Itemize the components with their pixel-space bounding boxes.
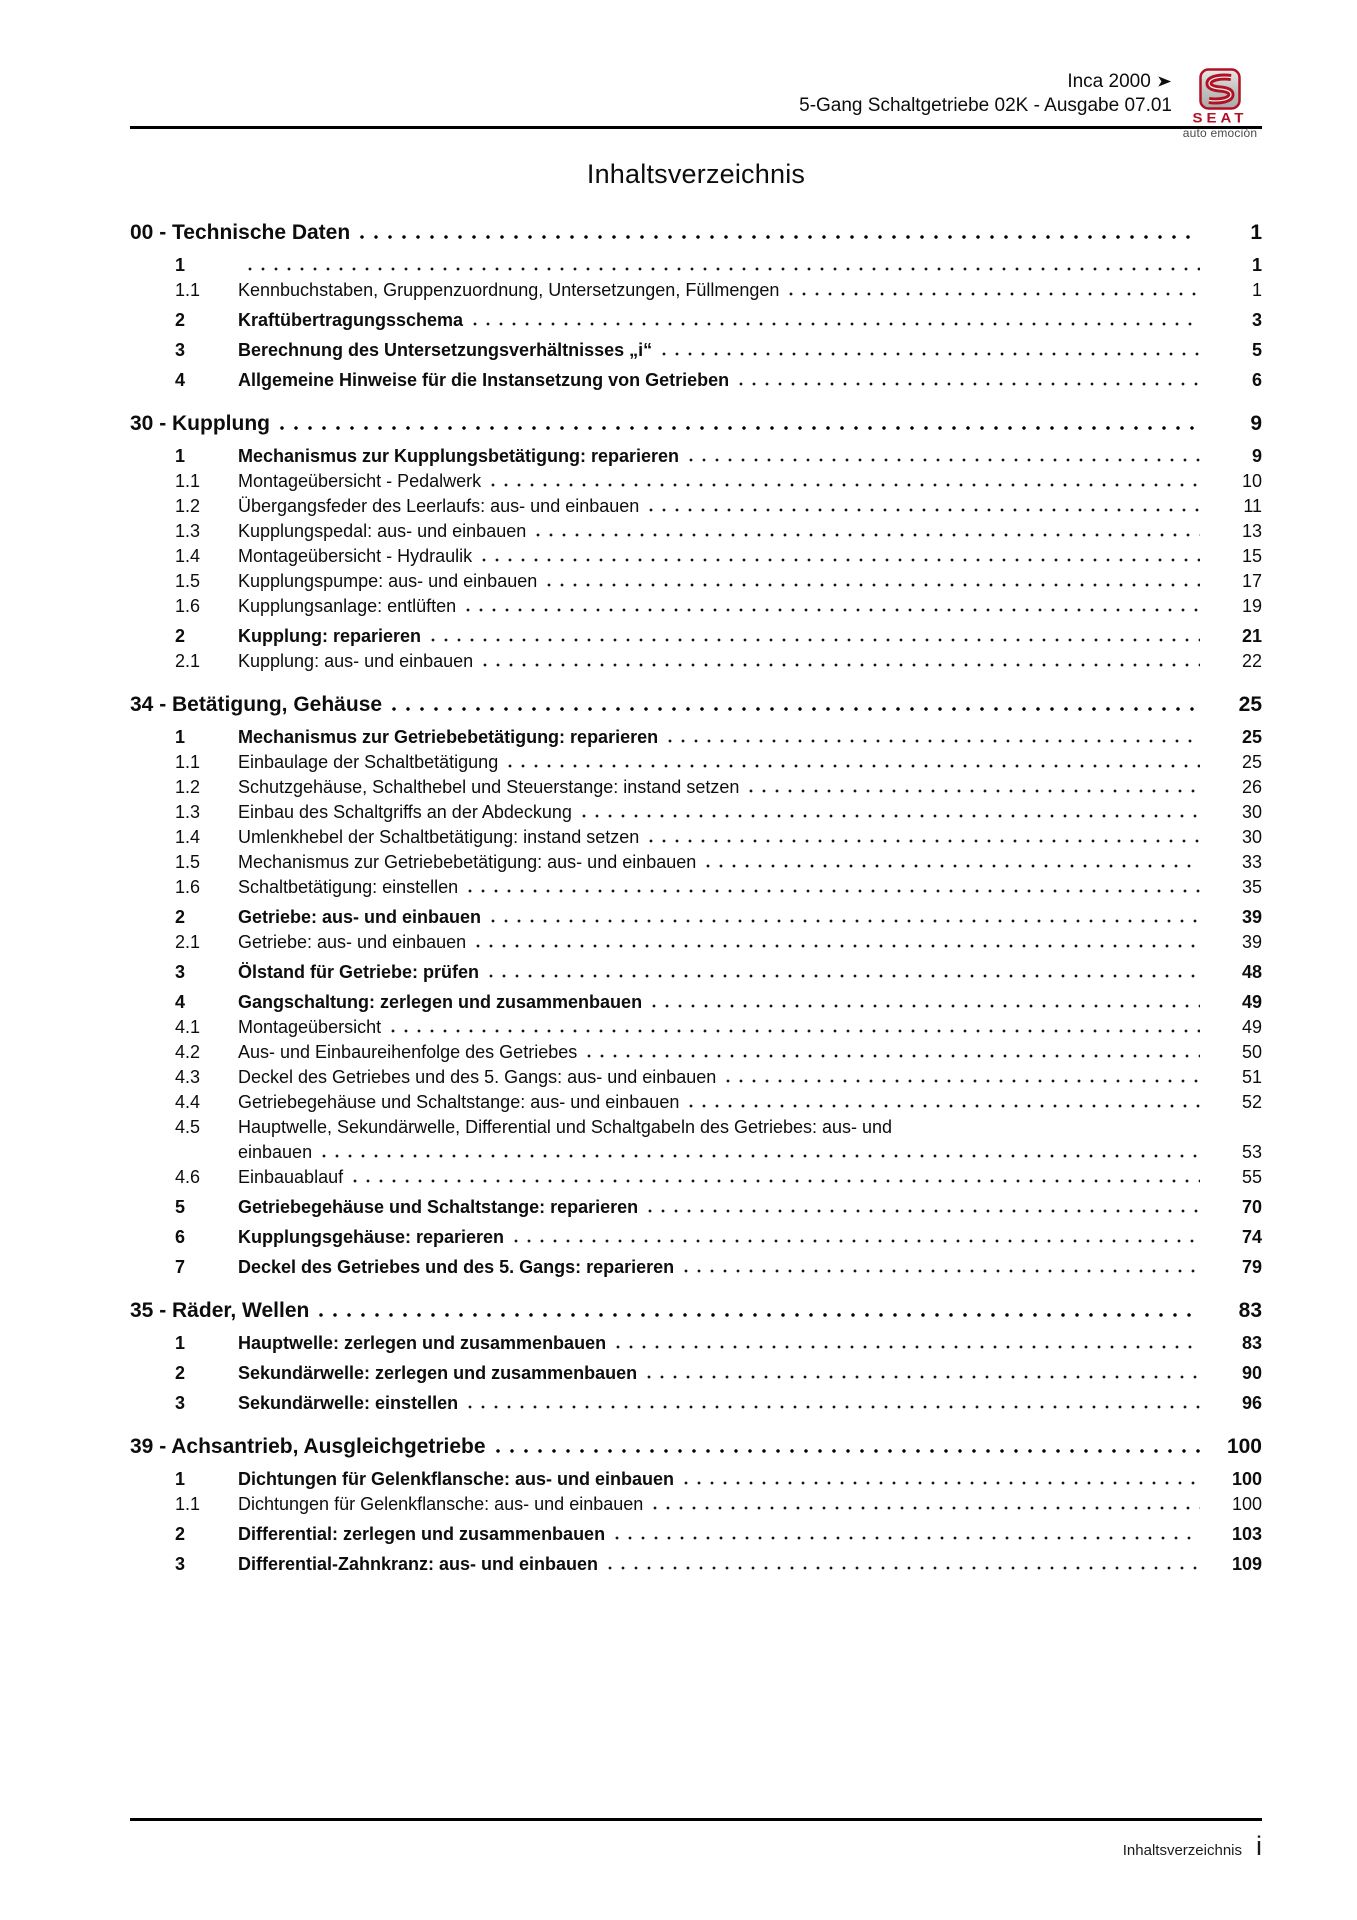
entry-page: 19 — [1241, 596, 1262, 616]
toc — [130, 218, 1262, 1577]
entry-page: 100 — [1231, 1469, 1262, 1489]
dot-leader — [668, 739, 1200, 743]
entry-title: Getriebe: aus- und einbauen — [238, 907, 482, 927]
toc-section — [130, 1296, 1262, 1416]
section-entries — [130, 1331, 1262, 1416]
dot-leader — [466, 608, 1200, 612]
toc-row — [175, 444, 1262, 469]
entry-title: Einbaulage der Schaltbetätigung — [238, 752, 499, 772]
dot-leader — [483, 663, 1200, 667]
toc-row-continuation — [175, 1140, 1262, 1165]
dot-leader — [587, 1054, 1200, 1058]
entry-number: 5 — [175, 1197, 186, 1217]
entry-title: Mechanismus zur Getriebebetätigung: aus- und einbauen — [238, 852, 697, 872]
page-title: Inhaltsverzeichnis — [586, 159, 806, 189]
dot-leader — [608, 1566, 1200, 1570]
entry-page: 90 — [1241, 1363, 1262, 1383]
toc-row — [175, 905, 1262, 930]
section-entries — [130, 253, 1262, 393]
toc-row — [175, 960, 1262, 985]
toc-row — [175, 338, 1262, 363]
entry-page: 96 — [1241, 1393, 1262, 1413]
page-header — [130, 0, 1262, 142]
entry-number: 3 — [175, 340, 186, 360]
seat-tagline: auto emoción — [1182, 126, 1258, 140]
dot-leader — [647, 1375, 1200, 1379]
toc-row — [175, 594, 1262, 619]
entry-title: Kennbuchstaben, Gruppenzuordnung, Untersetzungen, Füllmengen — [238, 280, 780, 300]
toc-section — [130, 218, 1262, 393]
toc-section-header — [130, 1296, 1262, 1326]
entry-title: Deckel des Getriebes und des 5. Gangs: aus- und einbauen — [238, 1067, 717, 1087]
toc-row — [175, 825, 1262, 850]
dot-leader — [280, 426, 1200, 430]
entry-number: 1 — [175, 727, 186, 747]
entry-page: 51 — [1241, 1067, 1262, 1087]
seat-badge-icon — [1199, 68, 1241, 110]
seat-logo — [1178, 68, 1262, 140]
toc-row — [175, 1552, 1262, 1577]
entry-page: 79 — [1241, 1257, 1262, 1277]
dot-leader — [689, 458, 1200, 462]
entry-page: 70 — [1241, 1197, 1262, 1217]
entry-page: 1 — [1251, 255, 1262, 275]
dot-leader — [662, 352, 1200, 356]
entry-title: Gangschaltung: zerlegen und zusammenbauen — [238, 992, 643, 1012]
dot-leader — [616, 1345, 1200, 1349]
entry-title: Berechnung des Untersetzungsverhältnisses „i“ — [238, 340, 653, 360]
dot-leader — [684, 1269, 1200, 1273]
toc-row — [175, 1195, 1262, 1220]
entry-page: 103 — [1231, 1524, 1262, 1544]
document-line: 5-Gang Schaltgetriebe 02K - Ausgabe 07.01 — [799, 95, 1172, 116]
flash-arrow-icon: ➤ — [1156, 72, 1172, 91]
footer-label: Inhaltsverzeichnis — [1122, 1842, 1242, 1859]
entry-page: 25 — [1241, 752, 1262, 772]
dot-leader — [582, 814, 1200, 818]
toc-section — [130, 690, 1262, 1280]
dot-leader — [476, 944, 1200, 948]
footer-rule — [130, 1818, 1262, 1821]
entry-title: Kraftübertragungsschema — [238, 310, 464, 330]
entry-page: 74 — [1241, 1227, 1262, 1247]
dot-leader — [739, 382, 1200, 386]
dot-leader — [536, 533, 1200, 537]
entry-page: 35 — [1241, 877, 1262, 897]
toc-row — [175, 494, 1262, 519]
dot-leader — [706, 864, 1200, 868]
toc-section-header — [130, 690, 1262, 720]
entry-page: 52 — [1241, 1092, 1262, 1112]
entry-title: Kupplungsgehäuse: reparieren — [238, 1227, 505, 1247]
dot-leader — [615, 1536, 1200, 1540]
dot-leader — [547, 583, 1200, 587]
dot-leader — [353, 1179, 1200, 1183]
dot-leader — [491, 919, 1200, 923]
toc-row — [175, 519, 1262, 544]
entry-number: 6 — [175, 1227, 186, 1247]
dot-leader — [649, 839, 1200, 843]
dot-leader — [473, 322, 1200, 326]
entry-number: 3 — [175, 962, 186, 982]
toc-row — [175, 875, 1262, 900]
entry-title: Ölstand für Getriebe: prüfen — [238, 962, 480, 982]
dot-leader — [689, 1104, 1200, 1108]
entry-number: 1.1 — [175, 471, 201, 491]
toc-row — [175, 649, 1262, 674]
entry-title: Einbauablauf — [238, 1167, 344, 1187]
entry-number: 1.5 — [175, 852, 201, 872]
entry-title: Montageübersicht - Pedalwerk — [238, 471, 482, 491]
entry-number: 1.1 — [175, 280, 201, 300]
dot-leader — [468, 889, 1200, 893]
section-label: 39 - Achsantrieb, Ausgleichgetriebe — [130, 1435, 486, 1458]
entry-number: 4.4 — [175, 1092, 201, 1112]
entry-number: 2 — [175, 626, 186, 646]
entry-page: 11 — [1243, 496, 1262, 516]
toc-row — [175, 253, 1262, 278]
entry-title: Deckel des Getriebes und des 5. Gangs: reparieren — [238, 1257, 675, 1277]
dot-leader — [649, 508, 1200, 512]
entry-page: 30 — [1241, 827, 1262, 847]
entry-number: 4.3 — [175, 1067, 201, 1087]
toc-section-header — [130, 409, 1262, 439]
entry-page: 49 — [1241, 992, 1262, 1012]
dot-leader — [431, 638, 1200, 642]
entry-number: 7 — [175, 1257, 186, 1277]
entry-page: 9 — [1251, 446, 1262, 466]
entry-number: 1.3 — [175, 802, 201, 822]
entry-title: Schaltbetätigung: einstellen — [238, 877, 459, 897]
dot-leader — [489, 974, 1200, 978]
entry-number: 1 — [175, 1333, 186, 1353]
entry-title: Hauptwelle, Sekundärwelle, Differential und Schaltgabeln des Getriebes: aus- und — [238, 1117, 893, 1137]
entry-title: Kupplungsanlage: entlüften — [238, 596, 457, 616]
page-footer — [130, 1810, 1262, 1862]
entry-number: 4 — [175, 370, 186, 390]
entry-number: 2 — [175, 1363, 186, 1383]
toc-row — [175, 775, 1262, 800]
toc-row — [175, 1225, 1262, 1250]
dot-leader — [749, 789, 1200, 793]
dot-leader — [684, 1481, 1200, 1485]
section-page-number: 1 — [1250, 221, 1262, 244]
entry-title: Getriebegehäuse und Schaltstange: aus- und einbauen — [238, 1092, 680, 1112]
dot-leader — [653, 1506, 1200, 1510]
toc-row — [175, 368, 1262, 393]
entry-page: 39 — [1241, 932, 1262, 952]
section-label: 34 - Betätigung, Gehäuse — [130, 693, 383, 716]
entry-page: 13 — [1241, 521, 1262, 541]
section-page-number: 25 — [1238, 693, 1262, 716]
dot-leader — [391, 1029, 1200, 1033]
model-line — [130, 70, 1172, 94]
toc-row — [175, 1065, 1262, 1090]
entry-title: Allgemeine Hinweise für die Instansetzung von Getrieben — [238, 370, 730, 390]
entry-page: 10 — [1241, 471, 1262, 491]
toc-row — [175, 624, 1262, 649]
entry-number: 1.6 — [175, 877, 201, 897]
entry-title: Mechanismus zur Kupplungsbetätigung: reparieren — [238, 446, 680, 466]
entry-page: 15 — [1241, 546, 1262, 566]
entry-number: 4.5 — [175, 1117, 201, 1137]
dot-leader — [652, 1004, 1200, 1008]
model-name: Inca 2000 — [1067, 71, 1151, 92]
entry-page: 22 — [1241, 651, 1262, 671]
toc-row — [175, 1522, 1262, 1547]
section-entries — [130, 1467, 1262, 1577]
dot-leader — [508, 764, 1200, 768]
entry-title: Sekundärwelle: zerlegen und zusammenbauen — [238, 1363, 638, 1383]
dot-leader — [482, 558, 1200, 562]
entry-number: 1.1 — [175, 1494, 201, 1514]
entry-title: Kupplungspedal: aus- und einbauen — [238, 521, 527, 541]
toc-row — [175, 1015, 1262, 1040]
entry-title: Dichtungen für Gelenkflansche: aus- und einbauen — [238, 1494, 644, 1514]
entry-title: Montageübersicht — [238, 1017, 382, 1037]
toc-section-header — [130, 218, 1262, 248]
dot-leader — [514, 1239, 1200, 1243]
dot-leader — [248, 267, 1200, 271]
entry-title: Getriebe: aus- und einbauen — [238, 932, 467, 952]
toc-row — [175, 750, 1262, 775]
entry-number: 1.5 — [175, 571, 201, 591]
toc-row — [175, 469, 1262, 494]
entry-page: 6 — [1251, 370, 1262, 390]
entry-title: Umlenkhebel der Schaltbetätigung: instand setzen — [238, 827, 640, 847]
entry-number: 4.1 — [175, 1017, 201, 1037]
entry-number: 1 — [175, 255, 186, 275]
toc-section — [130, 409, 1262, 674]
entry-number: 3 — [175, 1393, 186, 1413]
entry-number: 1.4 — [175, 546, 201, 566]
entry-number: 2 — [175, 1524, 186, 1544]
toc-row — [175, 990, 1262, 1015]
entry-title: einbauen — [238, 1142, 313, 1162]
entry-number: 4.2 — [175, 1042, 201, 1062]
entry-page: 83 — [1241, 1333, 1262, 1353]
entry-title: Differential: zerlegen und zusammenbauen — [238, 1524, 606, 1544]
toc-row — [175, 278, 1262, 303]
toc-row — [175, 800, 1262, 825]
entry-number: 2.1 — [175, 651, 201, 671]
entry-number: 1.2 — [175, 496, 201, 516]
toc-section — [130, 1432, 1262, 1577]
toc-row — [175, 1361, 1262, 1386]
entry-page: 53 — [1241, 1142, 1262, 1162]
section-page-number: 83 — [1238, 1299, 1262, 1322]
section-entries — [130, 725, 1262, 1280]
dot-leader — [322, 1154, 1200, 1158]
toc-row — [175, 850, 1262, 875]
entry-page: 39 — [1241, 907, 1262, 927]
section-label: 30 - Kupplung — [130, 412, 270, 435]
entry-page: 109 — [1231, 1554, 1262, 1574]
toc-row — [175, 725, 1262, 750]
toc-row — [175, 1391, 1262, 1416]
section-label: 35 - Räder, Wellen — [130, 1299, 310, 1322]
dot-leader — [648, 1209, 1200, 1213]
entry-number: 1.3 — [175, 521, 201, 541]
entry-number: 2 — [175, 310, 186, 330]
section-label: 00 - Technische Daten — [130, 221, 351, 244]
entry-title: Kupplung: reparieren — [238, 626, 422, 646]
entry-page: 1 — [1251, 280, 1262, 300]
entry-number: 1.4 — [175, 827, 201, 847]
dot-leader — [496, 1449, 1200, 1453]
entry-page: 55 — [1241, 1167, 1262, 1187]
dot-leader — [319, 1313, 1200, 1317]
entry-title: Aus- und Einbaureihenfolge des Getriebes — [238, 1042, 578, 1062]
toc-row — [175, 1090, 1262, 1115]
toc-row — [175, 1165, 1262, 1190]
entry-page: 100 — [1231, 1494, 1262, 1514]
toc-row — [175, 1115, 1262, 1140]
entry-title: Schutzgehäuse, Schalthebel und Steuerstange: instand setzen — [238, 777, 740, 797]
entry-page: 48 — [1241, 962, 1262, 982]
entry-title: Dichtungen für Gelenkflansche: aus- und einbauen — [238, 1469, 675, 1489]
entry-number: 1.1 — [175, 752, 201, 772]
entry-page: 21 — [1241, 626, 1262, 646]
entry-title: Kupplungspumpe: aus- und einbauen — [238, 571, 538, 591]
toc-row — [175, 1040, 1262, 1065]
section-page-number: 9 — [1250, 412, 1262, 435]
entry-number: 1 — [175, 1469, 186, 1489]
toc-row — [175, 569, 1262, 594]
toc-section-header — [130, 1432, 1262, 1462]
toc-row — [175, 544, 1262, 569]
entry-title: Sekundärwelle: einstellen — [238, 1393, 459, 1413]
dot-leader — [392, 707, 1200, 711]
toc-row — [175, 930, 1262, 955]
header-rule — [130, 126, 1262, 129]
entry-number: 1.6 — [175, 596, 201, 616]
entry-title: Einbau des Schaltgriffs an der Abdeckung — [238, 802, 572, 822]
entry-title: Mechanismus zur Getriebebetätigung: reparieren — [238, 727, 659, 747]
dot-leader — [468, 1405, 1200, 1409]
entry-page: 5 — [1251, 340, 1262, 360]
toc-row — [175, 1492, 1262, 1517]
entry-page: 49 — [1241, 1017, 1262, 1037]
entry-number: 1.2 — [175, 777, 201, 797]
entry-title: Getriebegehäuse und Schaltstange: reparieren — [238, 1197, 639, 1217]
entry-page: 50 — [1241, 1042, 1262, 1062]
entry-title: Montageübersicht - Hydraulik — [238, 546, 473, 566]
section-entries — [130, 444, 1262, 674]
entry-title: Differential-Zahnkranz: aus- und einbauen — [238, 1554, 599, 1574]
toc-row — [175, 1331, 1262, 1356]
toc-row — [175, 1255, 1262, 1280]
seat-wordmark: SEAT — [1192, 110, 1248, 127]
entry-page: 33 — [1241, 852, 1262, 872]
entry-page: 17 — [1241, 571, 1262, 591]
entry-page: 25 — [1241, 727, 1262, 747]
section-page-number: 100 — [1226, 1435, 1262, 1458]
entry-number: 4.6 — [175, 1167, 201, 1187]
entry-title: Kupplung: aus- und einbauen — [238, 651, 474, 671]
dot-leader — [491, 483, 1200, 487]
entry-number: 1 — [175, 446, 186, 466]
entry-page: 3 — [1251, 310, 1262, 330]
dot-leader — [789, 292, 1200, 296]
entry-number: 3 — [175, 1554, 186, 1574]
entry-number: 2.1 — [175, 932, 201, 952]
toc-row — [175, 1467, 1262, 1492]
entry-number: 4 — [175, 992, 186, 1012]
dot-leader — [360, 235, 1200, 239]
toc-row — [175, 308, 1262, 333]
entry-title: Übergangsfeder des Leerlaufs: aus- und einbauen — [238, 496, 640, 516]
entry-number: 2 — [175, 907, 186, 927]
entry-page: 30 — [1241, 802, 1262, 822]
entry-page: 26 — [1241, 777, 1262, 797]
footer-page-number: i — [1256, 1831, 1262, 1861]
entry-title: Hauptwelle: zerlegen und zusammenbauen — [238, 1333, 607, 1353]
dot-leader — [726, 1079, 1200, 1083]
